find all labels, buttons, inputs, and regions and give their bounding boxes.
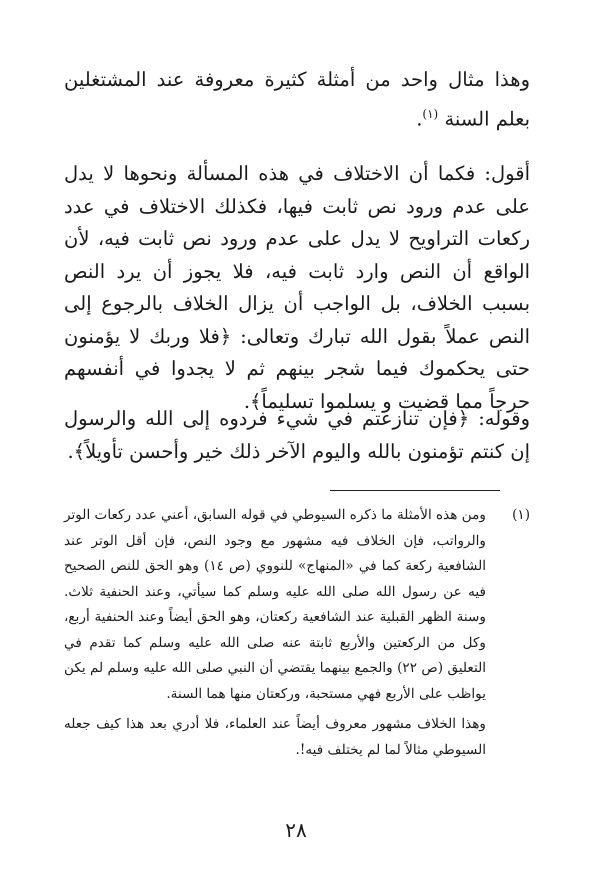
footnote-number: (١): [512, 507, 530, 523]
page-number: ٢٨: [285, 818, 307, 842]
footnote-2-text: وهذا الخلاف مشهور معروف أيضاً عند العلماء، فلا أدري بعد هذا كيف جعله السيوطي مثالاً لما لم يختلف فيه!.: [64, 716, 486, 758]
paragraph-1-end: .: [416, 107, 423, 131]
footnote-1: [64, 503, 530, 707]
paragraph-1-text: وهذا مثال واحد من أمثلة كثيرة معروفة عند المشتغلين بعلم السنة: [64, 68, 530, 131]
footnote-separator: [330, 490, 500, 491]
footnote-1-text: ومن هذه الأمثلة ما ذكره السيوطي في قوله السابق، أعني عدد ركعات الوتر والرواتب، فإن الخلاف فيه مشهور مع وجود النص، فإن أقل الوتر عند الشافعية ركعة كما في «المنهاج» للنووي (ص ١٤) وهو الحق للنص الصحيح فيه عن رسول الله صلى الله عليه وسلم كما سيأتي، وعند الحنفية ثلاث. وسنة الظهر القبلية عند الشافعية ركعتان، وهو الحق أيضاً وعند الحنفية أربع، وكل من الركعتين والأربع ثابتة عنه صلى الله عليه وسلم كما تقدم في التعليق (ص ٢٢) والجمع بينهما يقتضي أن النبي صلى الله عليه وسلم لم يكن يواظب على الأربع فهي مستحبة، وركعتان منها هما السنة.: [64, 507, 486, 702]
paragraph-3: وقوله: ﴿فإن تنازعتم في شيء فردوه إلى الله والرسول إن كنتم تؤمنون بالله واليوم الآخر ذلك خير وأحسن تأويلاً﴾.: [64, 407, 530, 463]
footnote-reference: (١): [422, 107, 439, 121]
paragraph-2: أقول: فكما أن الاختلاف في هذه المسألة ونحوها لا يدل على عدم ورود نص ثابت فيها، فكذلك الاختلاف في عدد ركعات التراويح لا يدل على عدم ورود نص ثابت فيه، لأن الواقع أن النص وارد ثابت فيه، فلا يجوز أن يرد النص بسبب الخلاف، بل الواجب أن يزال الخلاف بالرجوع إلى النص عملاً بقول الله تبارك وتعالى: ﴿فلا وربك لا يؤمنون حتى يحكموك فيما شجر بينهم ثم لا يجدوا في أنفسهم حرجاً مما قضيت و يسلموا تسليماً﴾.: [64, 162, 530, 413]
footnote-2: [64, 712, 530, 763]
paragraph-1: [64, 62, 530, 137]
